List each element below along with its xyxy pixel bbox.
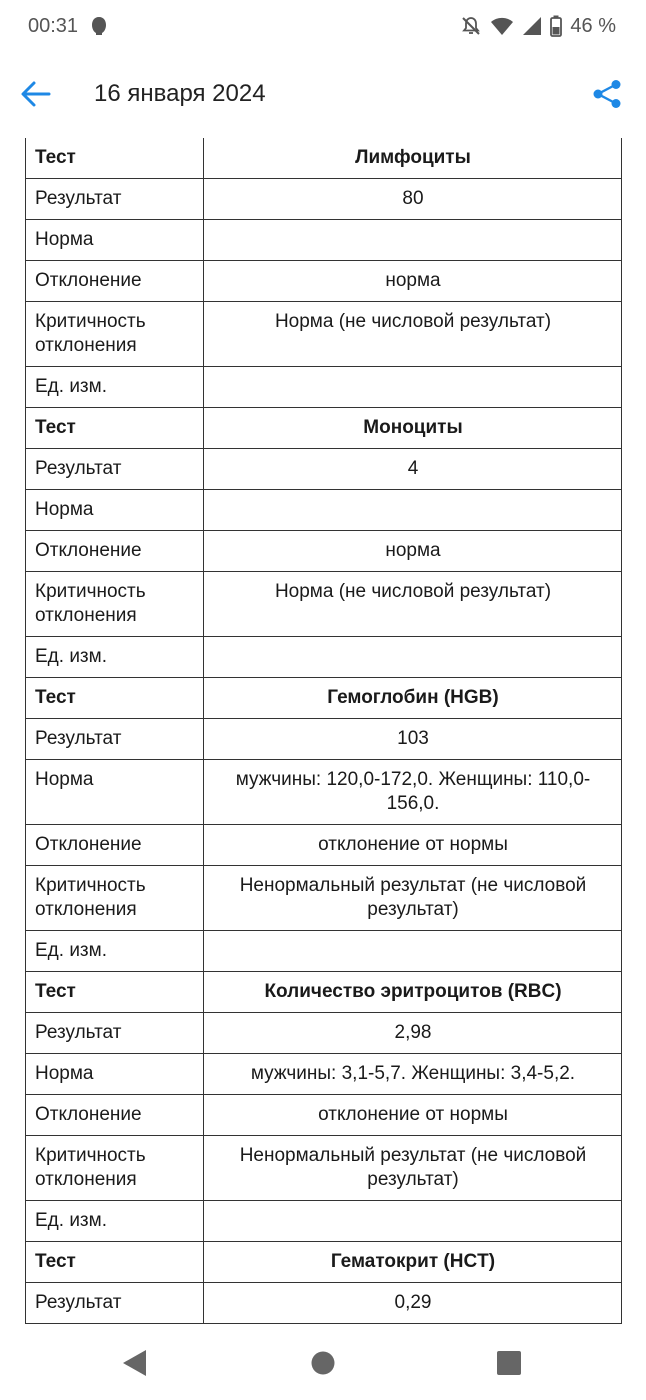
table-row [26, 1136, 622, 1201]
table-row [26, 1201, 622, 1242]
field-label-cell: Отклонение [26, 1095, 204, 1136]
test-name-cell: Гемоглобин (HGB) [204, 678, 622, 719]
field-label-cell: Критичность отклонения [26, 302, 204, 367]
back-button[interactable] [18, 74, 54, 114]
test-name-cell: Лимфоциты [204, 138, 622, 179]
table-row [26, 531, 622, 572]
wifi-icon [490, 16, 514, 36]
field-label-cell: Отклонение [26, 531, 204, 572]
test-header-row [26, 972, 622, 1013]
field-label-cell: Норма [26, 490, 204, 531]
field-label-cell: Результат [26, 719, 204, 760]
test-label-cell: Тест [26, 678, 204, 719]
test-label-cell: Тест [26, 1242, 204, 1283]
field-value-cell: 4 [204, 449, 622, 490]
table-row [26, 572, 622, 637]
table-row [26, 367, 622, 408]
table-row [26, 1054, 622, 1095]
field-label-cell: Отклонение [26, 261, 204, 302]
table-row [26, 302, 622, 367]
field-label-cell: Норма [26, 760, 204, 825]
field-label-cell: Отклонение [26, 825, 204, 866]
test-label-cell: Тест [26, 408, 204, 449]
field-label-cell: Результат [26, 179, 204, 220]
page-title: 16 января 2024 [94, 80, 266, 107]
field-value-cell [204, 931, 622, 972]
field-value-cell: норма [204, 261, 622, 302]
app-bar [0, 60, 646, 130]
status-time: 00:31 [28, 14, 79, 37]
table-row [26, 719, 622, 760]
table-row [26, 1283, 622, 1324]
field-label-cell: Ед. изм. [26, 1201, 204, 1242]
nav-recents-button[interactable] [494, 1348, 524, 1378]
bell-off-icon [460, 15, 482, 37]
field-label-cell: Ед. изм. [26, 931, 204, 972]
field-value-cell [204, 637, 622, 678]
table-row [26, 825, 622, 866]
table-row [26, 637, 622, 678]
cell-signal-icon [522, 16, 542, 36]
field-value-cell: 80 [204, 179, 622, 220]
triangle-back-icon [120, 1348, 150, 1378]
test-name-cell: Гематокрит (HCT) [204, 1242, 622, 1283]
field-value-cell: Ненормальный результат (не числовой результат) [204, 1136, 622, 1201]
field-value-cell: Норма (не числовой результат) [204, 572, 622, 637]
field-label-cell: Ед. изм. [26, 367, 204, 408]
share-icon [592, 79, 622, 109]
field-value-cell: отклонение от нормы [204, 825, 622, 866]
battery-percent: 46 % [570, 14, 616, 37]
field-value-cell [204, 367, 622, 408]
circle-home-icon [308, 1348, 338, 1378]
results-scroll-area[interactable] [25, 138, 622, 1324]
field-value-cell: 0,29 [204, 1283, 622, 1324]
field-value-cell [204, 490, 622, 531]
field-label-cell: Результат [26, 1013, 204, 1054]
field-value-cell: норма [204, 531, 622, 572]
table-row [26, 1013, 622, 1054]
test-header-row [26, 678, 622, 719]
results-table [25, 138, 622, 1365]
test-header-row [26, 138, 622, 179]
field-value-cell: Ненормальный результат (не числовой результат) [204, 866, 622, 931]
table-row [26, 220, 622, 261]
share-button[interactable] [590, 76, 624, 112]
notification-app-icon [88, 15, 110, 37]
test-name-cell: Моноциты [204, 408, 622, 449]
table-row [26, 449, 622, 490]
table-row [26, 490, 622, 531]
table-row [26, 179, 622, 220]
field-value-cell: 103 [204, 719, 622, 760]
arrow-left-icon [21, 81, 51, 107]
test-header-row [26, 1242, 622, 1283]
field-label-cell: Критичность отклонения [26, 1136, 204, 1201]
navigation-bar [0, 1324, 646, 1400]
test-header-row [26, 408, 622, 449]
field-value-cell: Норма (не числовой результат) [204, 302, 622, 367]
field-label-cell: Ед. изм. [26, 637, 204, 678]
field-label-cell: Норма [26, 220, 204, 261]
field-label-cell: Норма [26, 1054, 204, 1095]
table-row [26, 1095, 622, 1136]
table-row [26, 760, 622, 825]
table-row [26, 866, 622, 931]
test-name-cell: Количество эритроцитов (RBC) [204, 972, 622, 1013]
nav-home-button[interactable] [308, 1348, 338, 1378]
field-value-cell: 2,98 [204, 1013, 622, 1054]
field-label-cell: Результат [26, 449, 204, 490]
field-label-cell: Результат [26, 1283, 204, 1324]
field-value-cell: мужчины: 3,1-5,7. Женщины: 3,4-5,2. [204, 1054, 622, 1095]
table-row [26, 931, 622, 972]
battery-icon [550, 15, 562, 37]
field-value-cell [204, 1201, 622, 1242]
test-label-cell: Тест [26, 138, 204, 179]
status-left [28, 15, 110, 38]
field-label-cell: Критичность отклонения [26, 866, 204, 931]
nav-back-button[interactable] [120, 1348, 150, 1378]
field-value-cell [204, 220, 622, 261]
field-label-cell: Критичность отклонения [26, 572, 204, 637]
status-right [460, 15, 616, 38]
square-recents-icon [494, 1348, 524, 1378]
field-value-cell: мужчины: 120,0-172,0. Женщины: 110,0-156,0. [204, 760, 622, 825]
test-label-cell: Тест [26, 972, 204, 1013]
status-bar [0, 0, 646, 52]
table-row [26, 261, 622, 302]
field-value-cell: отклонение от нормы [204, 1095, 622, 1136]
